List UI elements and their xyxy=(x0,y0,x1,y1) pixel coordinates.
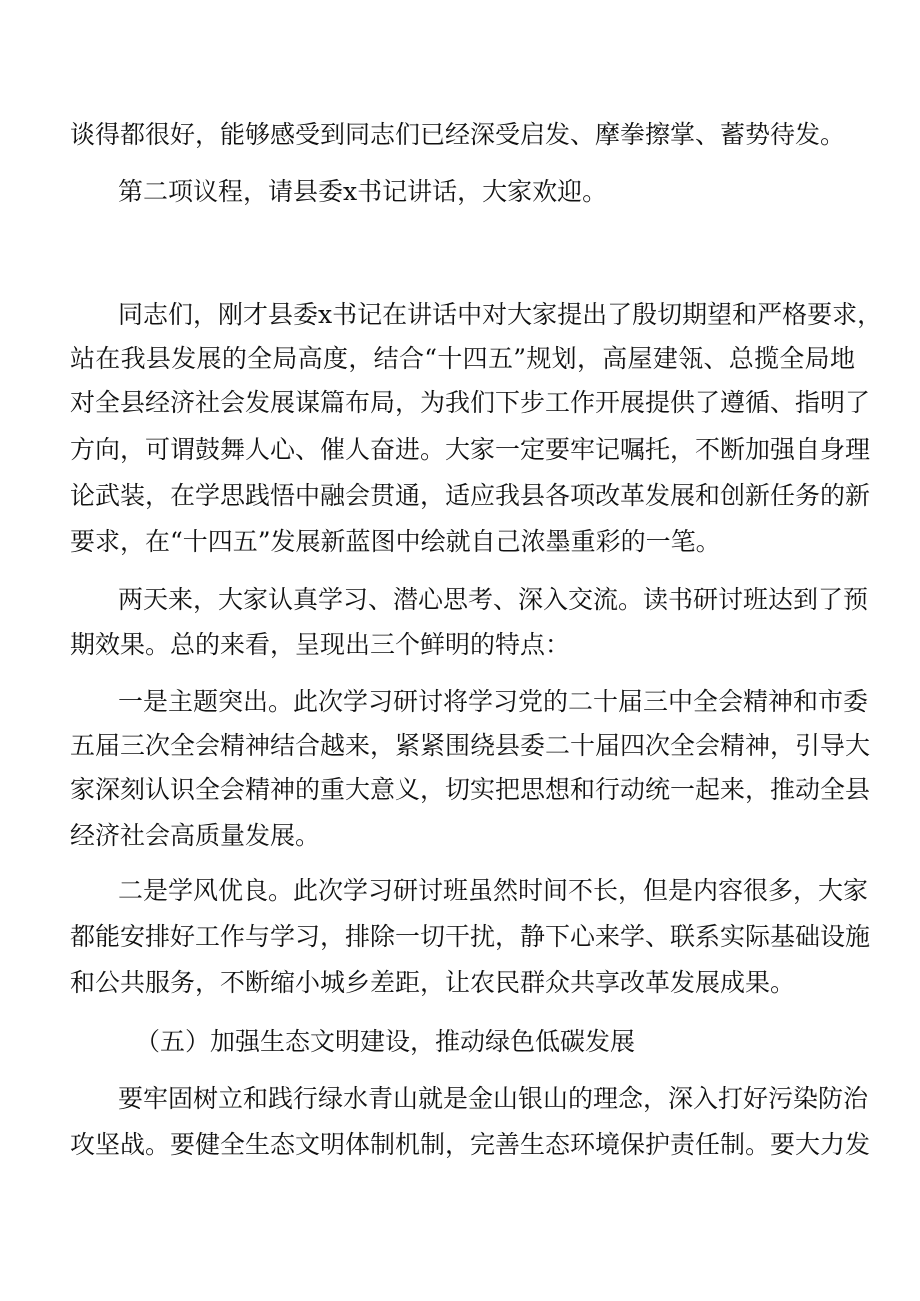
text-line: 谈得都很好，能够感受到同志们已经深受启发、摩拳擦掌、蓄势待发。 xyxy=(70,120,846,149)
text-line: 家深刻认识全会精神的重大意义，切实把思想和行动统一起来，推动全县 xyxy=(70,775,871,804)
text-line: 攻坚战。要健全生态文明体制机制，完善生态环境保护责任制。要大力发 xyxy=(70,1130,871,1159)
text-line: 经济社会高质量发展。 xyxy=(70,821,321,850)
text-line: 方向，可谓鼓舞人心、催人奋进。大家一定要牢记嘱托，不断加强自身理 xyxy=(70,435,871,464)
text-line: 第二项议程，请县委x书记讲话，大家欢迎。 xyxy=(118,177,608,206)
text-line: 站在我县发展的全局高度，结合“十四五”规划，高屋建瓴、总揽全局地 xyxy=(70,344,855,373)
text-line: 期效果。总的来看，呈现出三个鲜明的特点： xyxy=(70,630,571,659)
text-line: 和公共服务，不断缩小城乡差距，让农民群众共享改革发展成果。 xyxy=(70,968,796,997)
text-line: 一是主题突出。此次学习研讨将学习党的二十届三中全会精神和市委 xyxy=(118,687,869,716)
text-line: 同志们，刚才县委x书记在讲话中对大家提出了殷切期望和严格要求， xyxy=(118,300,883,329)
text-line: 要求，在“十四五”发展新蓝图中绘就自己浓墨重彩的一笔。 xyxy=(70,527,721,556)
text-line: 对全县经济社会发展谋篇布局，为我们下步工作开展提供了遵循、指明了 xyxy=(70,388,871,417)
text-line: 都能安排好工作与学习，排除一切干扰，静下心来学、联系实际基础设施 xyxy=(70,922,871,951)
text-line: 两天来，大家认真学习、潜心思考、深入交流。读书研讨班达到了预 xyxy=(118,585,869,614)
text-line: 论武装，在学思践悟中融会贯通，适应我县各项改革发展和创新任务的新 xyxy=(70,481,871,510)
text-line: 五届三次全会精神结合越来，紧紧围绕县委二十届四次全会精神，引导大 xyxy=(70,731,871,760)
text-line: 要牢固树立和践行绿水青山就是金山银山的理念，深入打好污染防治 xyxy=(118,1084,869,1113)
section-heading: （五）加强生态文明建设，推动绿色低碳发展 xyxy=(135,1027,636,1056)
text-line: 二是学风优良。此次学习研讨班虽然时间不长，但是内容很多，大家 xyxy=(118,876,869,905)
